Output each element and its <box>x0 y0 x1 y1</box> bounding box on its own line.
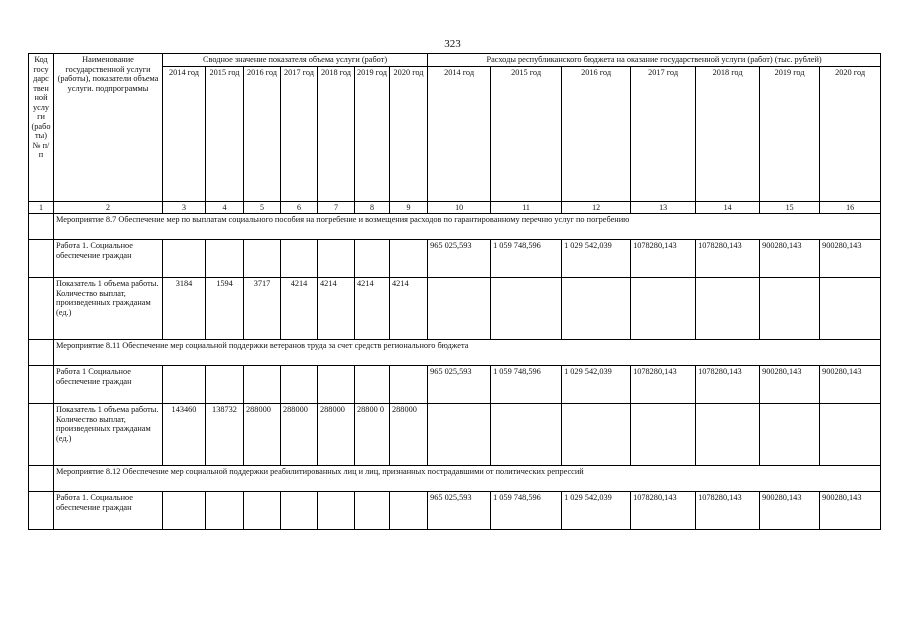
budget-value: 900280,143 <box>820 240 881 278</box>
budget-value: 1078280,143 <box>631 492 696 530</box>
header-volume-year: 2019 год <box>355 67 390 202</box>
empty-cell <box>355 240 390 278</box>
empty-cell <box>428 404 491 466</box>
header-budget-year: 2016 год <box>562 67 631 202</box>
empty-cell <box>318 366 355 404</box>
budget-value: 900280,143 <box>760 366 820 404</box>
indicator-value: 138732 <box>206 404 244 466</box>
header-budget-year: 2018 год <box>696 67 760 202</box>
indicator-value: 288000 <box>244 404 281 466</box>
empty-cell <box>163 240 206 278</box>
empty-cell <box>29 214 54 240</box>
empty-cell <box>318 492 355 530</box>
column-number: 9 <box>390 202 428 214</box>
empty-cell <box>760 404 820 466</box>
budget-value: 1078280,143 <box>696 240 760 278</box>
empty-cell <box>390 240 428 278</box>
empty-cell <box>318 240 355 278</box>
indicator-value: 1594 <box>206 278 244 340</box>
header-volume-year: 2016 год <box>244 67 281 202</box>
empty-cell <box>820 278 881 340</box>
budget-value: 1 029 542,039 <box>562 366 631 404</box>
header-volume-year: 2014 год <box>163 67 206 202</box>
column-number: 6 <box>281 202 318 214</box>
budget-value: 1078280,143 <box>696 366 760 404</box>
empty-cell <box>29 366 54 404</box>
empty-cell <box>163 366 206 404</box>
header-volume-group: Сводное значение показателя объема услуги (работ) <box>163 54 428 67</box>
indicator-name: Показатель 1 объема работы. Количество выплат, произведенных гражданам (ед.) <box>54 278 163 340</box>
section-title: Мероприятие 8.12 Обеспечение мер социальной поддержки реабилитированных лиц и лиц, признанных пострадавшими от политических репрессий <box>54 466 881 492</box>
empty-cell <box>281 240 318 278</box>
empty-cell <box>562 404 631 466</box>
indicator-value: 4214 <box>390 278 428 340</box>
empty-cell <box>355 366 390 404</box>
indicator-value: 143460 <box>163 404 206 466</box>
work-name: Работа 1. Социальное обеспечение граждан <box>54 492 163 530</box>
column-number: 1 <box>29 202 54 214</box>
header-budget-year: 2019 год <box>760 67 820 202</box>
budget-value: 1078280,143 <box>631 366 696 404</box>
budget-value: 900280,143 <box>820 492 881 530</box>
indicator-value: 288000 <box>318 404 355 466</box>
header-volume-year: 2017 год <box>281 67 318 202</box>
budget-value: 900280,143 <box>760 240 820 278</box>
header-budget-year: 2017 год <box>631 67 696 202</box>
empty-cell <box>820 404 881 466</box>
column-number: 14 <box>696 202 760 214</box>
page-number: 323 <box>444 38 461 50</box>
empty-cell <box>244 366 281 404</box>
empty-cell <box>281 492 318 530</box>
budget-value: 1 059 748,596 <box>491 366 562 404</box>
column-number: 5 <box>244 202 281 214</box>
column-number: 10 <box>428 202 491 214</box>
budget-value: 900280,143 <box>760 492 820 530</box>
header-budget-year: 2014 год <box>428 67 491 202</box>
section-title: Мероприятие 8.11 Обеспечение мер социальной поддержки ветеранов труда за счет средств регионального бюджета <box>54 340 881 366</box>
column-number: 8 <box>355 202 390 214</box>
header-budget-year: 2015 год <box>491 67 562 202</box>
budget-value: 1078280,143 <box>696 492 760 530</box>
indicator-value: 28800 0 <box>355 404 390 466</box>
column-number: 16 <box>820 202 881 214</box>
header-volume-year: 2020 год <box>390 67 428 202</box>
header-budget-group: Расходы республиканского бюджета на оказание государственной услуги (работ) (тыс. рублей) <box>428 54 881 67</box>
indicator-value: 4214 <box>355 278 390 340</box>
budget-table <box>28 53 881 530</box>
column-number: 13 <box>631 202 696 214</box>
column-number: 7 <box>318 202 355 214</box>
empty-cell <box>562 278 631 340</box>
budget-value: 1078280,143 <box>631 240 696 278</box>
indicator-value: 3184 <box>163 278 206 340</box>
empty-cell <box>696 278 760 340</box>
empty-cell <box>29 240 54 278</box>
empty-cell <box>631 278 696 340</box>
column-number: 3 <box>163 202 206 214</box>
budget-value: 965 025,593 <box>428 366 491 404</box>
empty-cell <box>631 404 696 466</box>
empty-cell <box>244 240 281 278</box>
empty-cell <box>29 466 54 492</box>
work-name: Работа 1 Социальное обеспечение граждан <box>54 366 163 404</box>
empty-cell <box>244 492 281 530</box>
empty-cell <box>29 404 54 466</box>
indicator-value: 288000 <box>281 404 318 466</box>
indicator-value: 4214 <box>281 278 318 340</box>
indicator-value: 3717 <box>244 278 281 340</box>
empty-cell <box>491 404 562 466</box>
empty-cell <box>390 492 428 530</box>
empty-cell <box>390 366 428 404</box>
budget-value: 1 059 748,596 <box>491 492 562 530</box>
empty-cell <box>206 492 244 530</box>
empty-cell <box>428 278 491 340</box>
column-number: 4 <box>206 202 244 214</box>
empty-cell <box>281 366 318 404</box>
header-volume-year: 2018 год <box>318 67 355 202</box>
header-name-column: Наименование государственной услуги (работы), показатели объема услуги. подпрограммы <box>54 54 163 202</box>
empty-cell <box>696 404 760 466</box>
budget-value: 965 025,593 <box>428 492 491 530</box>
column-number: 11 <box>491 202 562 214</box>
budget-value: 965 025,593 <box>428 240 491 278</box>
column-number: 2 <box>54 202 163 214</box>
empty-cell <box>491 278 562 340</box>
empty-cell <box>760 278 820 340</box>
header-volume-year: 2015 год <box>206 67 244 202</box>
empty-cell <box>206 366 244 404</box>
column-number: 12 <box>562 202 631 214</box>
empty-cell <box>206 240 244 278</box>
empty-cell <box>355 492 390 530</box>
empty-cell <box>163 492 206 530</box>
indicator-name: Показатель 1 объема работы. Количество выплат, произведенных гражданам (ед.) <box>54 404 163 466</box>
budget-value: 1 059 748,596 <box>491 240 562 278</box>
budget-value: 1 029 542,039 <box>562 240 631 278</box>
budget-value: 900280,143 <box>820 366 881 404</box>
empty-cell <box>29 492 54 530</box>
empty-cell <box>29 278 54 340</box>
budget-value: 1 029 542,039 <box>562 492 631 530</box>
indicator-value: 4214 <box>318 278 355 340</box>
header-code-column: Код госу дарс твен ной услу ги (рабо ты) № п/п <box>29 54 54 202</box>
header-budget-year: 2020 год <box>820 67 881 202</box>
indicator-value: 288000 <box>390 404 428 466</box>
section-title: Мероприятие 8.7 Обеспечение мер по выплатам социального пособия на погребение и возмещения расходов по гарантированному перечню услуг по погребению <box>54 214 881 240</box>
empty-cell <box>29 340 54 366</box>
column-number: 15 <box>760 202 820 214</box>
work-name: Работа 1. Социальное обеспечение граждан <box>54 240 163 278</box>
